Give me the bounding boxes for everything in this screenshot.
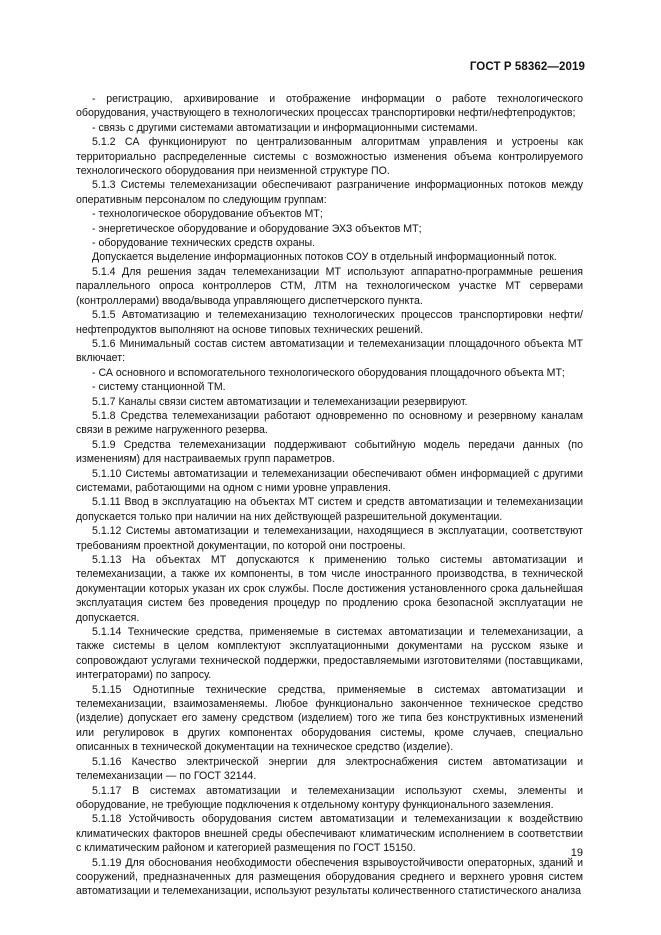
paragraph: Допускается выделение информационных потоков СОУ в отдельный информационный поток. [92, 251, 557, 264]
paragraph: - систему станционной ТМ. [92, 381, 226, 394]
paragraph: - связь с другими системами автоматизации и информационными системами. [92, 121, 478, 134]
paragraph: 5.1.15 Однотипные технические средства, применяемые в системах автоматизации и телемеханизации, взаимозаменяемы. Любое функционально законченное техническое средство (изделие) допускает его замену средством (изделием) того же типа без конструктивных изменений или регулировок в других компонентах оборудования системы, кроме случаев, специально описанных в технической документации на техническое средство (изделие). [76, 683, 583, 754]
paragraph: - технологическое оборудование объектов МТ; [92, 208, 323, 221]
paragraph: 5.1.10 Системы автоматизации и телемеханизации обеспечивают обмен информацией с другими системами, работающими на одном с ними уровне управления. [76, 467, 583, 494]
paragraph: 5.1.7 Каналы связи систем автоматизации и телемеханизации резервируют. [92, 395, 468, 408]
paragraph: 5.1.9 Средства телемеханизации поддерживают событийную модель передачи данных (по изменениям) для настраиваемых групп параметров. [76, 438, 583, 466]
paragraph: - оборудование технических средств охраны. [92, 237, 316, 250]
paragraph: 5.1.12 Системы автоматизации и телемеханизации, находящиеся в эксплуатации, соответствуют требованиям проектной документации, по которой они построены. [76, 525, 583, 552]
paragraph: 5.1.11 Ввод в эксплуатацию на объектах МТ систем и средств автоматизации и телемеханизации допускается только при наличии на них действующей разрешительной документации. [76, 496, 583, 523]
document-header [470, 61, 585, 73]
paragraph: - регистрацию, архивирование и отображение информации о работе технологического оборудования, участвующего в технологических процессах транспортировки нефти/нефтепродуктов; [76, 93, 583, 120]
document-body [76, 92, 583, 899]
paragraph: 5.1.14 Технические средства, применяемые в системах автоматизации и телемеханизации, а также системы в целом комплектуют эксплуатационными документами на русском языке и сопровождают услугами технической поддержки, предоставляемыми изготовителями (поставщиками, интеграторами) по запросу. [76, 626, 583, 682]
page-number: 19 [570, 847, 583, 859]
paragraph: 5.1.13 На объектах МТ допускаются к применению только системы автоматизации и телемеханизации, а также их компоненты, в том числе иностранного производства, в технической документации которых указан их срок службы. После достижения установленного срока дальнейшая эксплуатация систем без проведения процедур по продлению срока безопасной эксплуатации не допускается. [76, 554, 583, 624]
paragraph: - энергетическое оборудование и оборудование ЭХЗ объектов МТ; [92, 222, 422, 235]
paragraph: 5.1.5 Автоматизацию и телемеханизацию технологических процессов транспортировки нефти/нефтепродуктов выполняют на основе типовых технических решений. [76, 309, 583, 336]
paragraph: 5.1.8 Средства телемеханизации работают одновременно по основному и резервному каналам связи в режиме нагруженного резерва. [76, 409, 583, 437]
paragraph: 5.1.2 СА функционируют по централизованным алгоритмам управления и устроены как территориально распределенные системы с возможностью изменения объема контролируемого технологического оборудования при неизменной структуре ПО. [76, 136, 583, 178]
document-id: ГОСТ Р 58362—2019 [469, 61, 585, 73]
paragraph: 5.1.16 Качество электрической энергии для электроснабжения систем автоматизации и телемеханизации — по ГОСТ 32144. [76, 755, 583, 783]
paragraph: 5.1.4 Для решения задач телемеханизации МТ используют аппаратно-программные решения параллельного опроса контроллеров СТМ, ЛТМ на технологическом участке МТ серверами (контроллерами) ввода/вывода управляющего диспетчерского пункта. [76, 265, 583, 307]
paragraph: 5.1.3 Системы телемеханизации обеспечивают разграничение информационных потоков между оперативным персоналом по следующим группам: [76, 179, 583, 206]
paragraph: 5.1.6 Минимальный состав систем автоматизации и телемеханизации площадочного объекта МТ включает: [76, 337, 583, 365]
paragraph: - СА основного и вспомогательного технологического оборудования площадочного объекта МТ; [92, 366, 565, 379]
paragraph: 5.1.18 Устойчивость оборудования систем автоматизации и телемеханизации к воздействию климатических факторов внешней среды обеспечивают климатическим исполнением в соответствии с климатическим районом и категорией размещения по ГОСТ 15150. [76, 813, 583, 855]
paragraph: 5.1.17 В системах автоматизации и телемеханизации используют схемы, элементы и оборудование, не требующие подключения к отдельному контуру функционального заземления. [76, 784, 583, 811]
paragraph: 5.1.19 Для обоснования необходимости обеспечения взрывоустойчивости операторных, зданий и сооружений, предназначенных для размещения оборудования среднего и верхнего уровня систем автоматизации и телемеханизации, используют результаты количественного статистического анализа [76, 856, 583, 898]
